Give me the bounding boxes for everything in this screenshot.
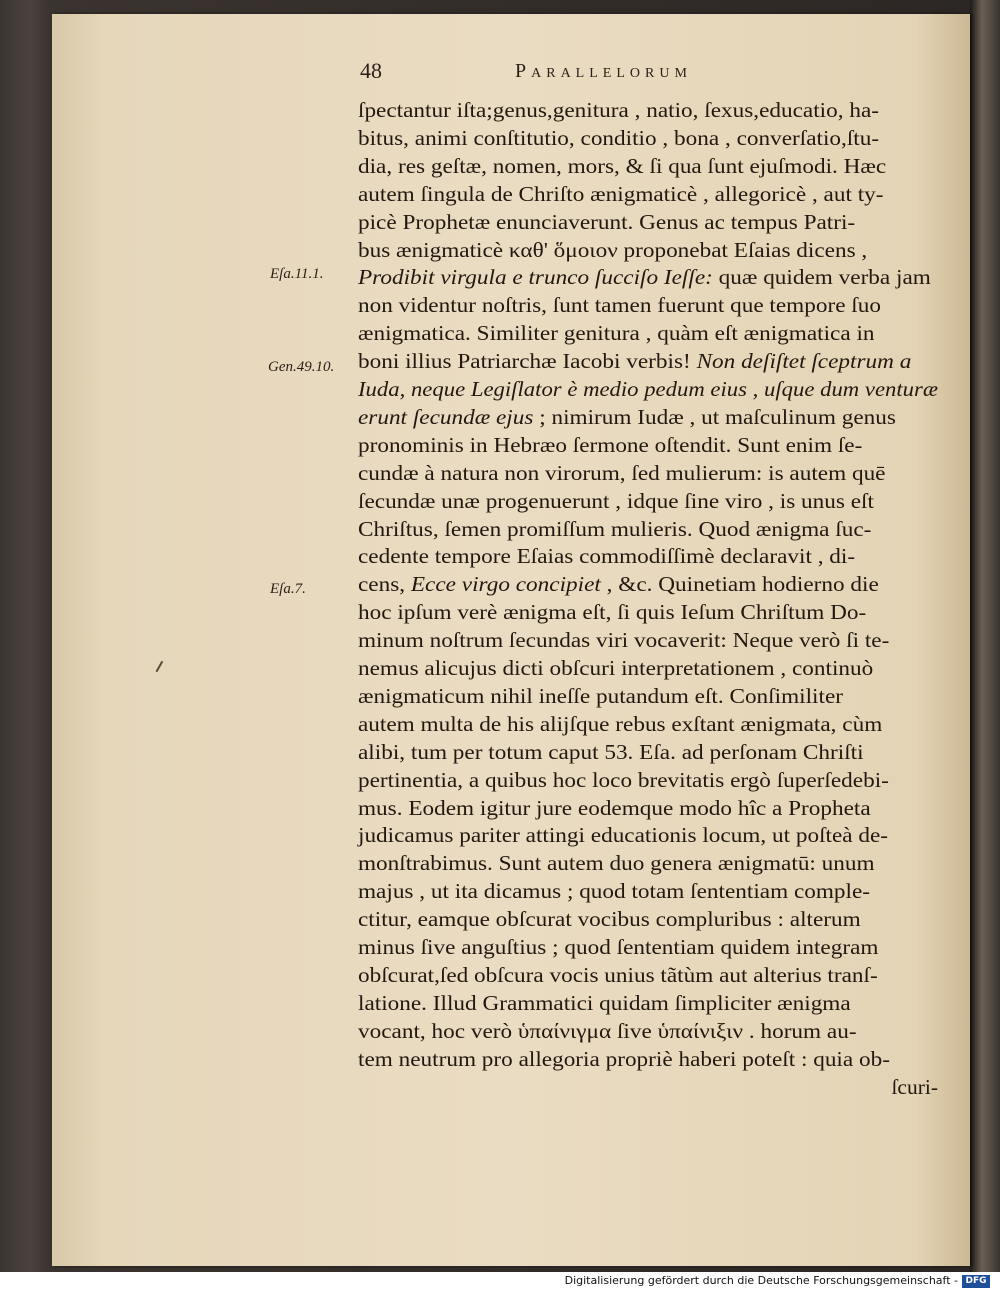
text-line: erunt ſecundæ ejus ; nimirum Iudæ , ut maſculinum genus (358, 404, 896, 429)
text-line: ſecundæ unæ progenuerunt , idque ſine viro , is unus eſt (358, 488, 874, 513)
footer-bar (0, 1272, 1000, 1291)
text-line: mus. Eodem igitur jure eodemque modo hîc a Propheta (358, 795, 871, 820)
catchword: ſcuri- (891, 1074, 938, 1099)
text-line: minum noſtrum ſecundas viri vocaverit: Neque verò ſi te- (358, 628, 890, 653)
text-line: Chriſtus, ſemen promiſſum mulieris. Quod ænigma ſuc- (358, 516, 872, 541)
text-line: cedente tempore Eſaias commodiſſimè declaravit , di- (358, 544, 856, 569)
text-line: obſcurat,ſed obſcura vocis unius tãtùm aut alterius tranſ- (358, 962, 878, 987)
text-line: pertinentia, a quibus hoc loco brevitatis ergò ſuperſedebi- (358, 767, 889, 792)
text-line: majus , ut ita dicamus ; quod totam ſententiam comple- (358, 879, 871, 904)
text-line: non videntur noſtris, ſunt tamen fuerunt que tempore ſuo (358, 293, 881, 318)
marginal-note-esa-11: Eſa.11.1. (270, 266, 324, 282)
text-line: dia, res geſtæ, nomen, mors, & ſi qua ſunt ejuſmodi. Hæc (358, 153, 887, 178)
text-line: ſpectantur iſta;genus,genitura , natio, ſexus,educatio, ha- (358, 98, 879, 122)
funding-notice: Digitalisierung gefördert durch die Deutsche Forschungsgemeinschaft - (564, 1274, 958, 1287)
marginal-note-gen-49: Gen.49.10. (268, 359, 335, 375)
text-line: Iuda, neque Legiſlator è medio pedum eius , uſque dum venturæ (358, 377, 938, 401)
text-line: judicamus pariter attingi educationis locum, ut poſteà de- (358, 823, 889, 848)
text-line: cens, Ecce virgo concipiet , &c. Quinetiam hodierno die (358, 572, 879, 597)
text-line: monſtrabimus. Sunt autem duo genera ænigmatū: unum (358, 851, 875, 876)
text-line: tem neutrum pro allegoria propriè haberi poteſt : quia ob- (358, 1046, 890, 1071)
text-line: alibi, tum per totum caput 53. Eſa. ad perſonam Chriſti (358, 739, 864, 764)
text-line: ctitur, eamque obſcurat vocibus compluribus : alterum (358, 907, 861, 932)
text-line: boni illius Patriarchæ Iacobi verbis! Non deſiſtet ſceptrum a (358, 349, 912, 374)
text-line: ænigmaticum nihil ineſſe putandum eſt. Conſimiliter (358, 683, 843, 708)
text-line: picè Prophetæ enunciaverunt. Genus ac tempus Patri- (358, 209, 856, 234)
text-line: latione. Illud Grammatici quidam ſimpliciter ænigma (358, 990, 851, 1015)
book-page-edge (970, 0, 1000, 1272)
text-line: pronominis in Hebræo ſermone oſtendit. Sunt enim ſe- (358, 432, 863, 457)
running-title: Parallelorum (515, 60, 692, 82)
text-line: hoc ipſum verè ænigma eſt, ſi quis Ieſum Chriſtum Do- (358, 600, 867, 625)
text-line: bus ænigmaticè καθ' ὅμοιον proponebat Eſaias dicens , (358, 237, 868, 262)
text-line: Prodibit virgula e trunco ſucciſo Ieſſe: quæ quidem verba jam (358, 265, 931, 290)
text-line: ænigmatica. Similiter genitura , quàm eſt ænigmatica in (358, 321, 875, 346)
text-line: autem multa de his alijſque rebus exſtant ænigmata, cùm (358, 711, 883, 736)
text-line: bitus, animi conſtitutio, conditio , bona , converſatio,ſtu- (358, 125, 880, 150)
text-line: nemus alicujus dicti obſcuri interpretationem , continuò (358, 656, 874, 680)
running-head (360, 58, 780, 92)
marginal-note-esa-7: Eſa.7. (270, 581, 306, 597)
text-line: autem ſingula de Chriſto ænigmaticè , allegoricè , aut ty- (358, 181, 884, 206)
text-line: cundæ à natura non virorum, ſed mulierum: is autem quē (358, 460, 886, 485)
text-line: minus ſive anguſtius ; quod ſententiam quidem integram (358, 935, 879, 959)
page-number: 48 (360, 58, 382, 83)
text-line: vocant, hoc verò ὑπαίνιγμα ſive ὑπαίνιξιν . horum au- (358, 1018, 857, 1043)
dfg-logo: DFG (962, 1275, 990, 1288)
